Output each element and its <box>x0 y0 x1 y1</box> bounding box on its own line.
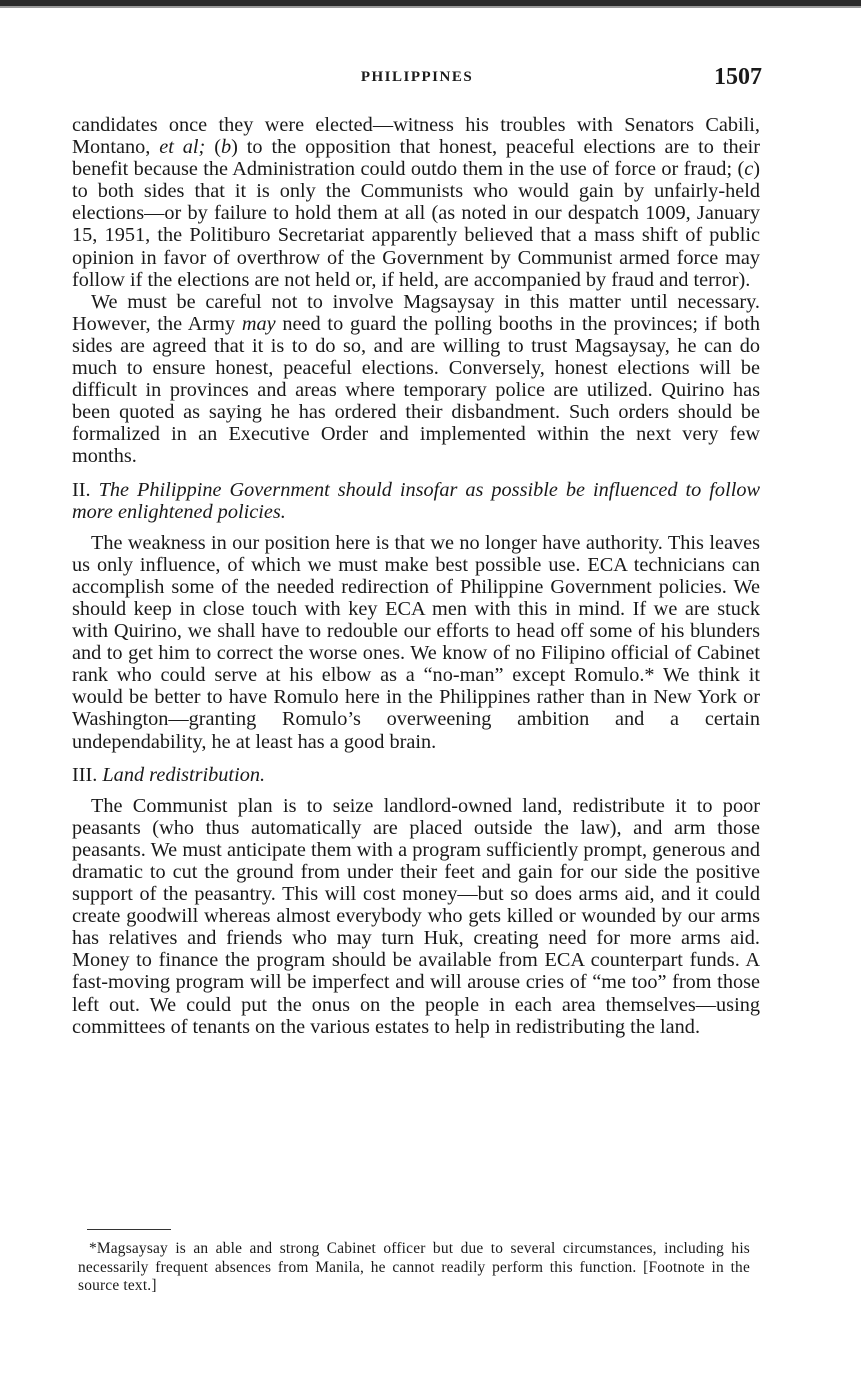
paragraph-land-redistribution: The Communist plan is to seize landlord-owned land, redistribute it to poor peasants (who thus automatically are placed outside the law), and arm those peasants. We must anticipate them with a program sufficiently prompt, generous and dramatic to cut the ground from under their feet and gain for our side the positive support of the peasantry. This will cost money—but so does arms aid, and it could create goodwill whereas almost everybody who gets killed or wounded by our arms has relatives and friends who may turn Huk, creating need for more arms aid. Money to finance the program should be available from ECA counterpart funds. A fast-moving program will be imperfect and will arouse cries of “me too” from those left out. We could put the onus on the people in each area themselves—using committees of tenants on the various estates to help in redistributing the land. <box>72 794 760 1038</box>
section-heading-ii <box>72 479 760 523</box>
body-text <box>72 114 760 1038</box>
footnote-separator <box>87 1229 171 1230</box>
text-run: ( <box>205 136 221 159</box>
text-run-italic: et al; <box>159 136 206 159</box>
text-run: We must be careful not to involve Magsaysay in this matter until necessary. However, the Army <box>72 290 760 335</box>
section-title: The Philippine Government should insofar as possible be influenced to follow more enlightened policies. <box>72 478 761 523</box>
paragraph-magsaysay <box>72 291 760 468</box>
section-title: Land redistribution. <box>102 763 266 786</box>
text-run: need to guard the polling booths in the provinces; if both sides are agreed that it is to do so, and are willing to trust Magsaysay, he can do much to ensure honest, peaceful elections. Conversely, honest elections will be difficult in provinces and areas where temporary police are utilized. Quirino has been quoted as saying he has ordered their disbandment. Such orders should be formalized in an Executive Order and implemented within the next very few months. <box>72 312 761 468</box>
text-run-italic: c <box>744 158 754 181</box>
section-number: III. <box>72 763 103 786</box>
page-number: 1507 <box>714 64 762 90</box>
text-run: ) to both sides that it is only the Communists who would gain by unfairly-held elections—or by failure to hold them at all (as noted in our despatch 1009, January 15, 1951, the Politiburo Secretariat apparently believed that a mass shift of public opinion in favor of overthrow of the Government by Communist armed force may follow if the elections are not held or, if held, are accompanied by fraud and terror). <box>72 158 760 291</box>
running-head: PHILIPPINES <box>360 69 474 85</box>
section-heading-iii <box>72 764 760 786</box>
footnote <box>78 1240 750 1296</box>
paragraph-influence: The weakness in our position here is that we no longer have authority. This leaves us only influence, of which we must make best possible use. ECA technicians can accomplish some of the needed redirection of Philippine Government policies. We should keep in close touch with key ECA men with this in mind. If we are stuck with Quirino, we shall have to redouble our efforts to head off some of his blunders and to get him to correct the worse ones. We know of no Filipino official of Cabinet rank who could serve at his elbow as a “no-man” except Romulo.* We think it would be better to have Romulo here in the Philippines rather than in New York or Washington—granting Romulo’s overweening ambition and a certain undependability, he at least has a good brain. <box>72 531 760 753</box>
text-run: ) to the opposition that honest, peaceful elections are to their benefit because the Administration could outdo them in the use of force or fraud; ( <box>72 136 761 181</box>
text-run-italic: b <box>220 136 232 159</box>
footnote-text: *Magsaysay is an able and strong Cabinet officer but due to several circumstances, including his necessarily frequent absences from Manila, he cannot readily perform this function. [Footnote in the source text.] <box>78 1240 750 1294</box>
text-run-italic: may <box>241 312 276 335</box>
paragraph-elections-continued <box>72 114 760 291</box>
text-run: candidates once they were elected—witness his troubles with Senators Cabili, Montano, <box>72 114 760 159</box>
top-edge-shadow <box>0 6 861 8</box>
section-number: II. <box>72 478 99 501</box>
page-header <box>72 64 762 94</box>
